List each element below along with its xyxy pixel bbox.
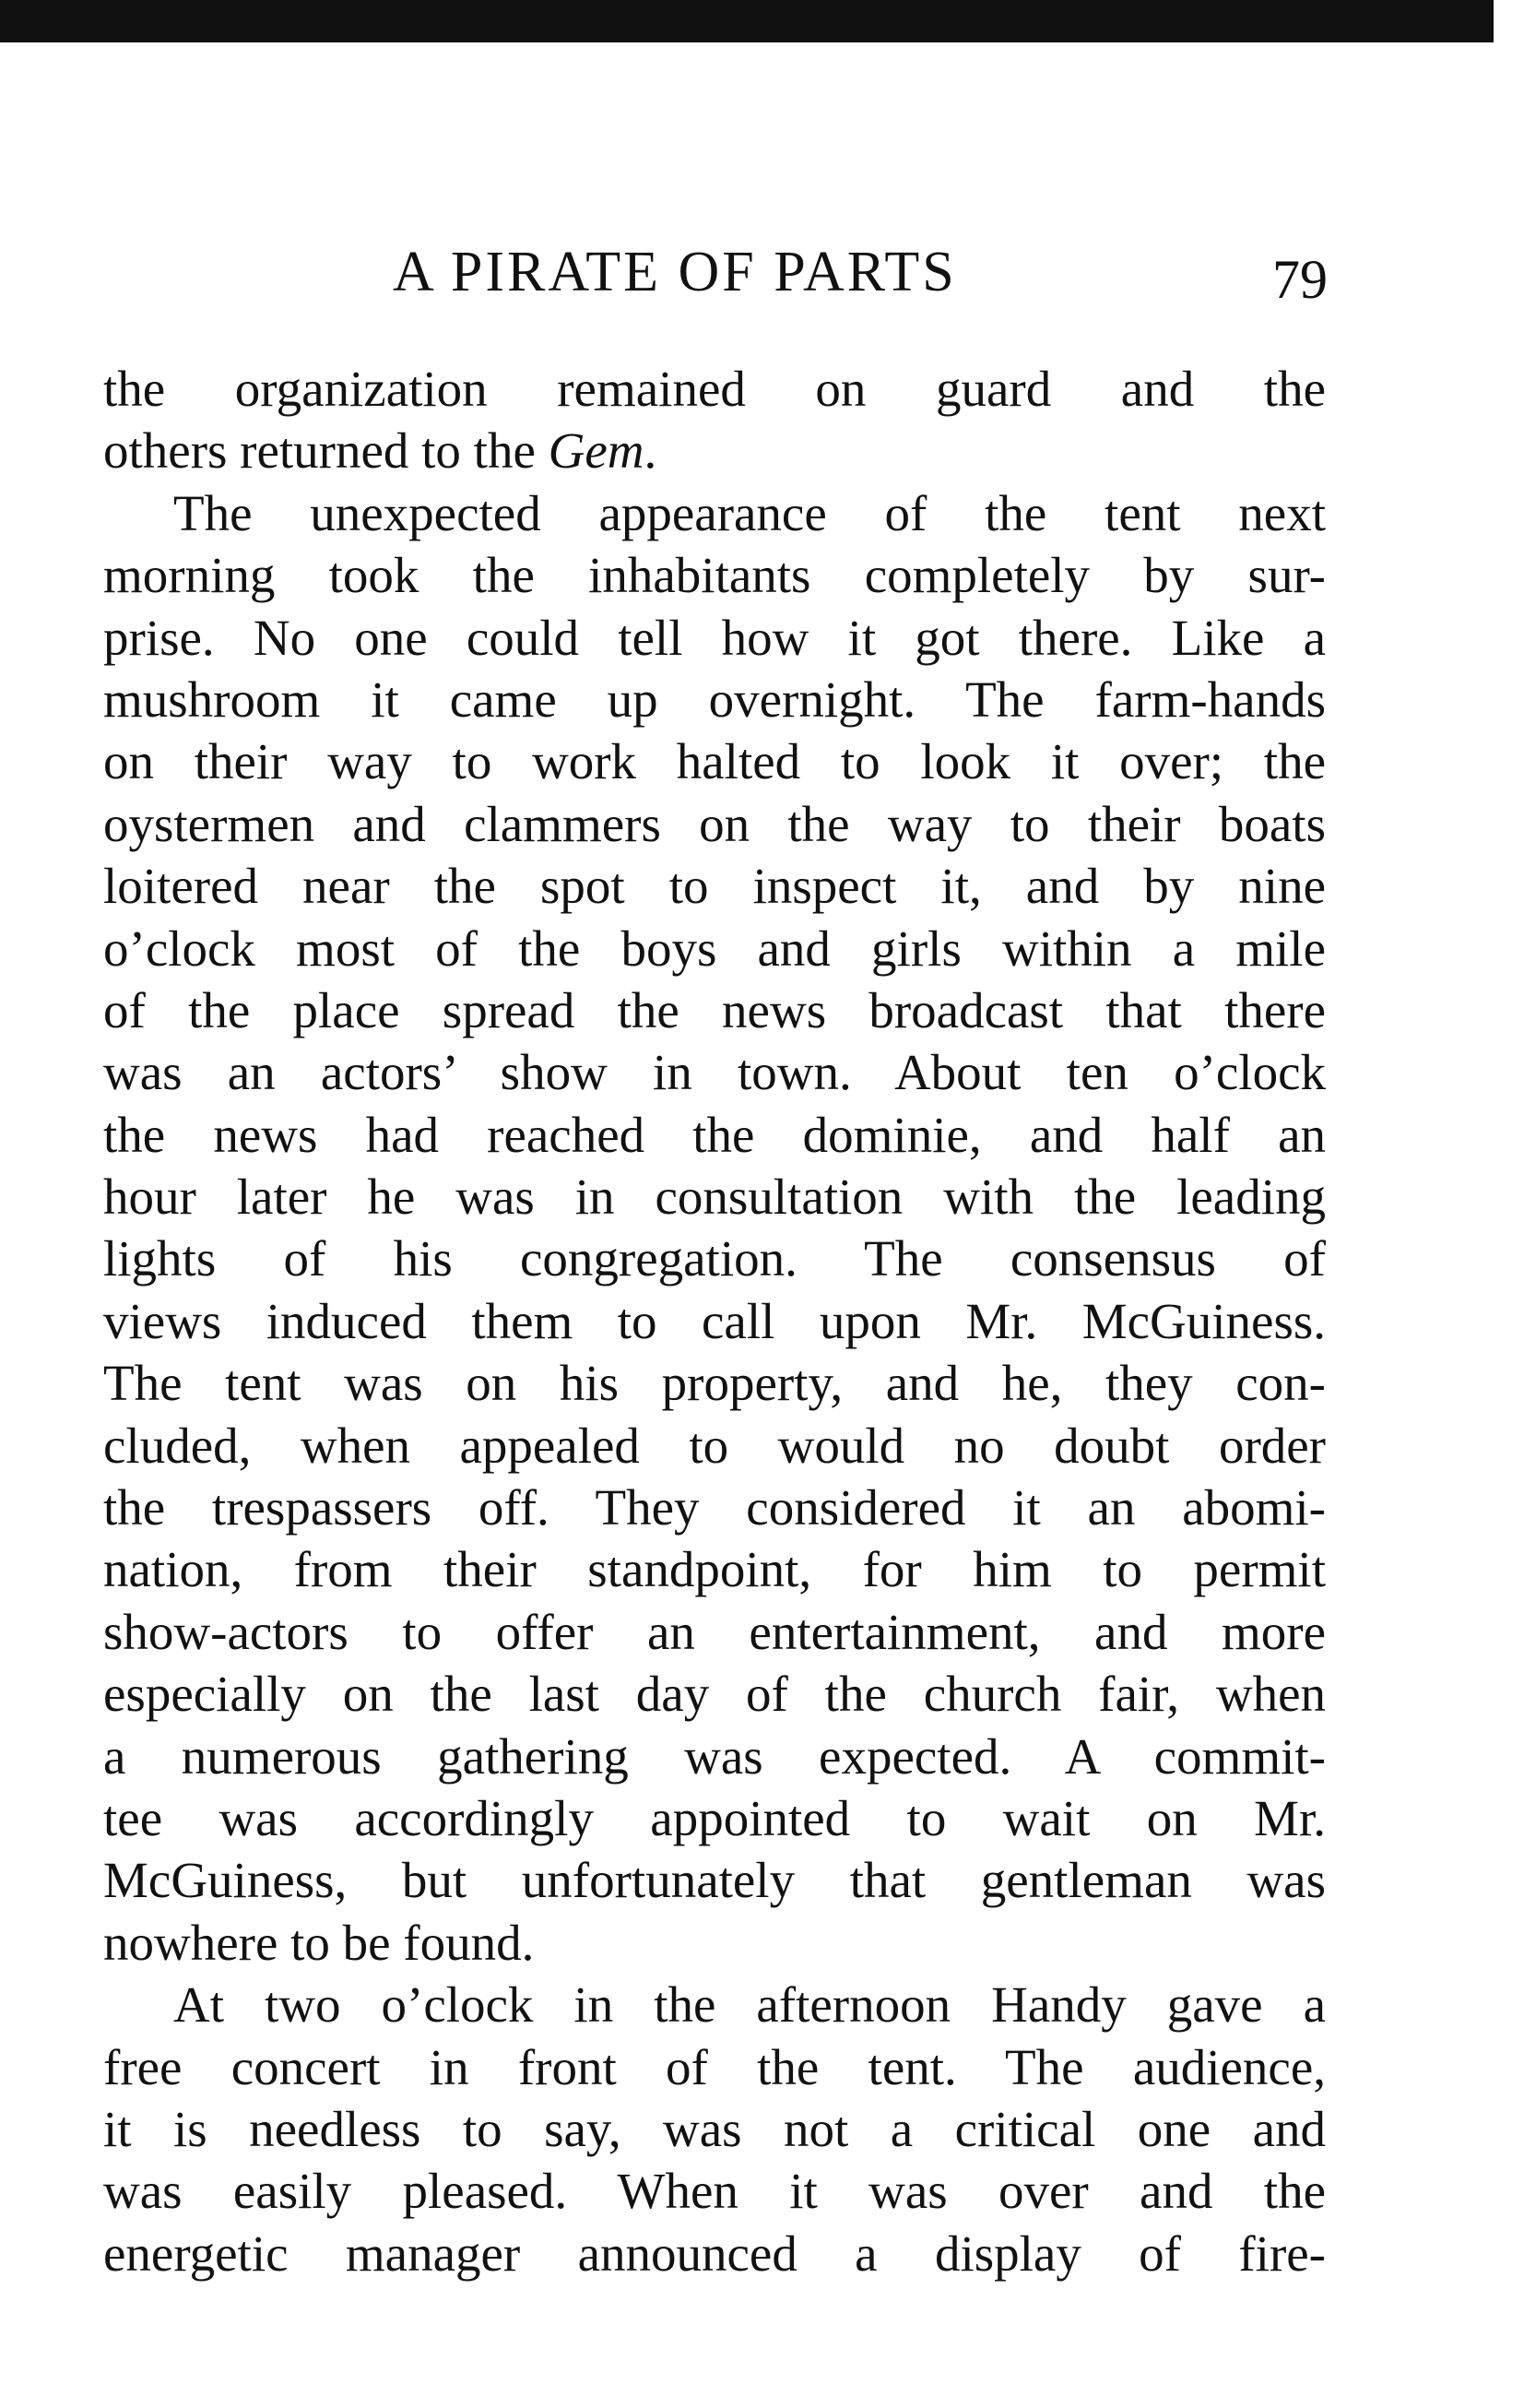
text-line: others returned to the Gem.: [103, 422, 657, 480]
text-line: on their way to work halted to look it over; the: [103, 733, 1326, 790]
text-line: of the place spread the news broadcast that there: [103, 981, 1326, 1038]
top-border-rule: [0, 0, 1494, 42]
text-line: cluded, when appealed to would no doubt order: [103, 1417, 1326, 1474]
running-header: [101, 235, 1328, 309]
text-line: the trespassers off. They considered it an abomi-: [103, 1479, 1326, 1536]
text-line: was easily pleased. When it was over and the: [103, 2163, 1326, 2220]
text-line: The tent was on his property, and he, they con-: [103, 1355, 1326, 1412]
text-line: energetic manager announced a display of fire-: [103, 2224, 1326, 2282]
text-line: was an actors’ show in town. About ten o’clock: [103, 1044, 1326, 1101]
text-line: oystermen and clammers on the way to their boats: [103, 795, 1326, 852]
text-line: views induced them to call upon Mr. McGuiness.: [103, 1292, 1326, 1349]
body-text: [103, 358, 1326, 2284]
text-line: show-actors to offer an entertainment, and more: [103, 1603, 1326, 1660]
ship-name: Gem: [548, 422, 644, 480]
text-line: McGuiness, but unfortunately that gentleman was: [103, 1852, 1326, 1909]
text-line: a numerous gathering was expected. A commit-: [103, 1727, 1326, 1785]
text-line: loitered near the spot to inspect it, and by nine: [103, 858, 1326, 915]
text-line: morning took the inhabitants completely by sur-: [103, 547, 1326, 604]
text-line: prise. No one could tell how it got there. Like a: [103, 609, 1326, 666]
page-number: 79: [1272, 249, 1328, 310]
text-line: tee was accordingly appointed to wait on Mr.: [103, 1789, 1326, 1846]
text-line: mushroom it came up overnight. The farm-hands: [103, 670, 1326, 728]
text-line: At two o’clock in the afternoon Handy gave a: [173, 1976, 1326, 2034]
text-line: lights of his congregation. The consensus of: [103, 1230, 1326, 1287]
text-line: the organization remained on guard and the: [103, 361, 1326, 417]
text-line: nowhere to be found.: [103, 1914, 535, 1971]
running-title: A PIRATE OF PARTS: [393, 241, 957, 303]
text-line: especially on the last day of the church fair, when: [103, 1666, 1326, 1723]
text-line: the news had reached the dominie, and half an: [103, 1106, 1326, 1163]
text-line: o’clock most of the boys and girls within a mile: [103, 919, 1326, 977]
text-line: The unexpected appearance of the tent next: [173, 484, 1326, 541]
text-line: free concert in front of the tent. The audience,: [103, 2038, 1326, 2095]
text-line: nation, from their standpoint, for him to permit: [103, 1541, 1326, 1598]
text-line: it is needless to say, was not a critical one and: [103, 2100, 1326, 2157]
text-line: hour later he was in consultation with the leading: [103, 1168, 1326, 1226]
